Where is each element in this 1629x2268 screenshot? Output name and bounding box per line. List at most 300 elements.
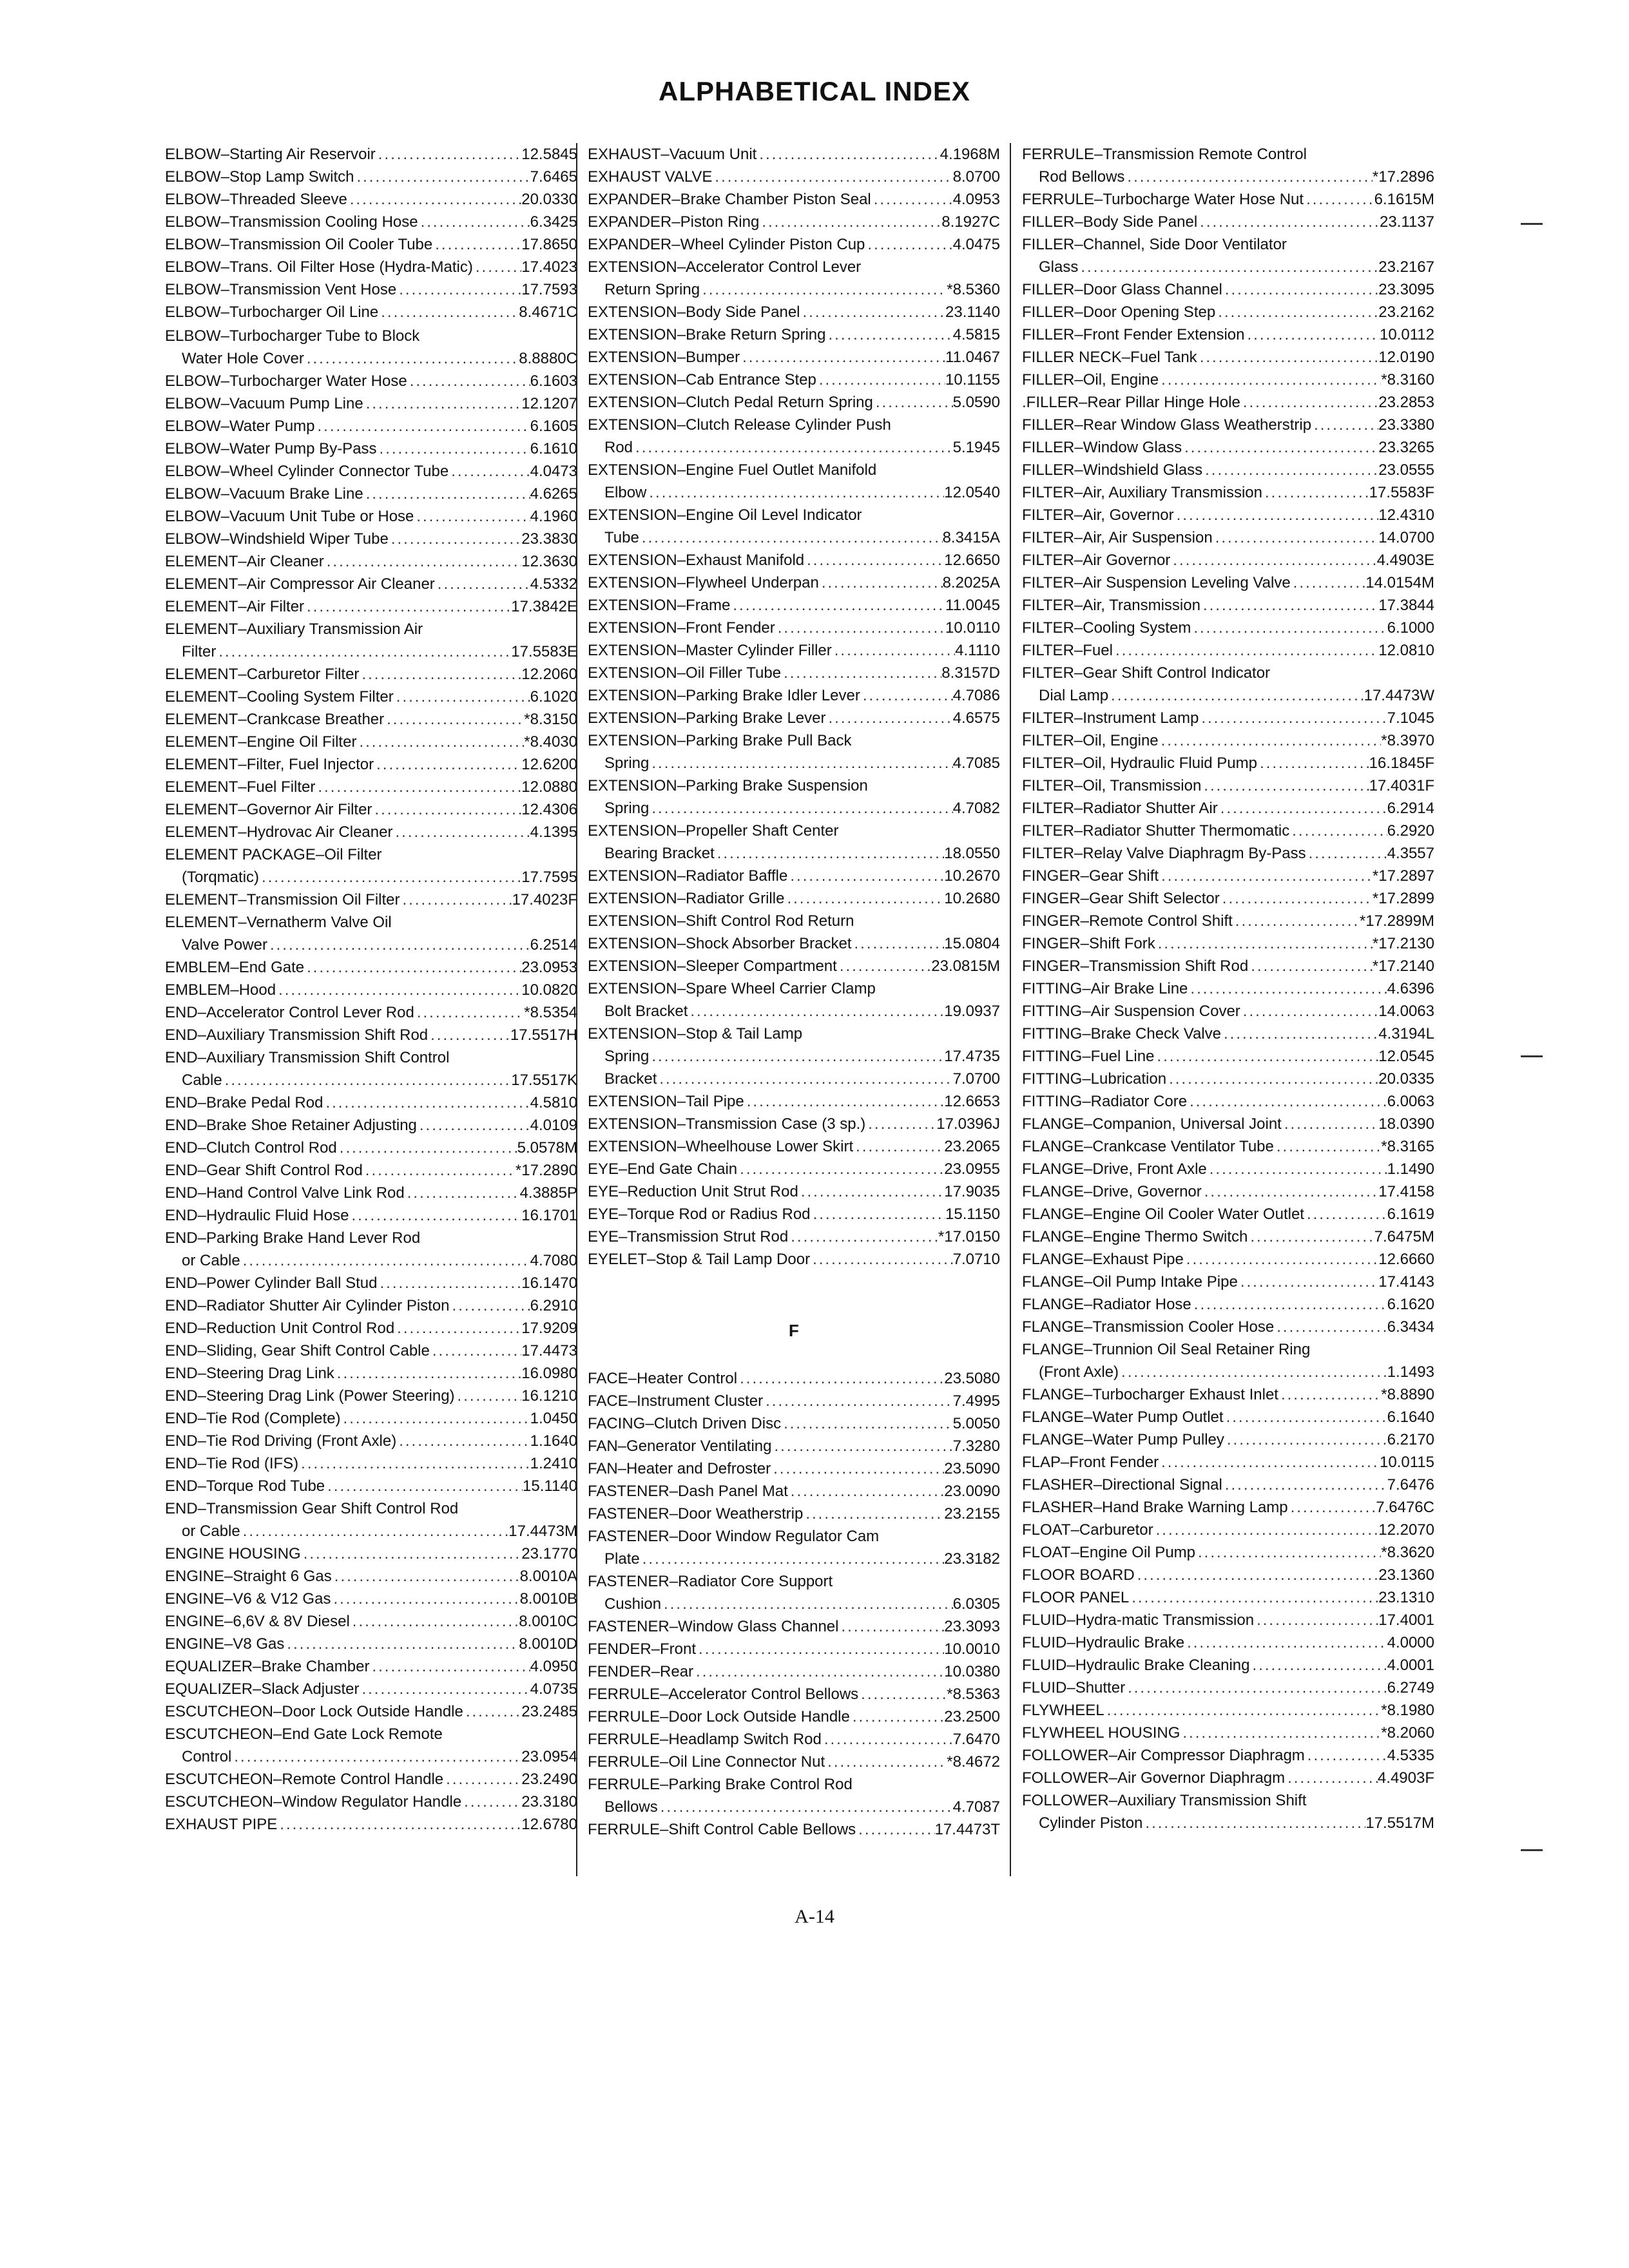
entry-term: FENDER–Rear <box>588 1663 694 1680</box>
entry-reference-number: *8.5360 <box>947 281 1000 298</box>
entry-term: FINGER–Gear Shift <box>1022 867 1159 885</box>
dot-leader <box>432 233 521 256</box>
entry-term: END–Tie Rod (IFS) <box>165 1455 299 1472</box>
dot-leader <box>633 436 953 459</box>
entry-term: ELEMENT–Carburetor Filter <box>165 666 360 683</box>
dot-leader <box>825 707 952 729</box>
index-entry <box>165 1700 577 1723</box>
entry-reference-number: 7.6470 <box>952 1731 1000 1748</box>
entry-term: END–Power Cylinder Ball Stud <box>165 1274 378 1292</box>
index-entry <box>588 1818 1000 1841</box>
entry-reference-number: 17.4473W <box>1364 687 1434 704</box>
index-entry <box>1022 1068 1434 1090</box>
index-entry <box>1022 729 1434 752</box>
index-entry <box>1022 301 1434 323</box>
entry-term: FILLER NECK–Fuel Tank <box>1022 349 1197 366</box>
index-entry <box>588 1135 1000 1158</box>
entry-term: FASTENER–Door Window Regulator Cam <box>588 1528 880 1545</box>
dot-leader <box>1240 391 1378 414</box>
entry-term: FLUID–Hydra-matic Transmission <box>1022 1611 1255 1629</box>
entry-term: FASTENER–Window Glass Channel <box>588 1618 839 1635</box>
entry-term: ELEMENT–Fuel Filter <box>165 778 316 796</box>
entry-reference-number: 17.5517K <box>511 1072 577 1089</box>
entry-term: .FILLER–Rear Pillar Hinge Hole <box>1022 394 1240 411</box>
dot-leader <box>832 639 955 662</box>
entry-term: EXTENSION–Radiator Baffle <box>588 867 788 885</box>
index-entry <box>165 278 577 301</box>
dot-leader <box>1113 639 1378 662</box>
index-entry <box>165 731 577 753</box>
entry-term: FILTER–Air, Governor <box>1022 506 1174 524</box>
index-entry <box>1022 323 1434 346</box>
entry-term: FILLER–Window Glass <box>1022 439 1182 456</box>
dot-leader <box>1119 1361 1387 1383</box>
dot-leader <box>1288 1496 1376 1519</box>
entry-reference-number: 4.7086 <box>952 687 1000 704</box>
entry-reference-number: 16.0980 <box>521 1365 577 1382</box>
index-entry <box>165 1633 577 1655</box>
index-entry <box>588 1480 1000 1503</box>
index-entry <box>165 1475 577 1497</box>
entry-term-continuation: Filter <box>182 643 217 660</box>
index-entry <box>588 910 1000 932</box>
index-entry <box>165 1655 577 1678</box>
index-entry <box>1022 1045 1434 1068</box>
index-entry <box>588 323 1000 346</box>
margin-mark <box>1521 1849 1543 1851</box>
index-entry <box>165 1114 577 1137</box>
index-entry <box>588 166 1000 188</box>
entry-reference-number: *8.5363 <box>947 1686 1000 1703</box>
entry-reference-number: 4.1968M <box>940 146 1000 163</box>
entry-reference-number: 23.0090 <box>944 1483 1000 1500</box>
entry-reference-number: 4.7080 <box>530 1252 577 1269</box>
entry-term: FILTER–Oil, Hydraulic Fluid Pump <box>1022 754 1257 772</box>
index-entry <box>165 415 577 437</box>
dot-leader <box>1174 504 1379 526</box>
margin-mark <box>1521 1055 1543 1057</box>
dot-leader <box>811 1203 945 1225</box>
dot-leader <box>304 956 521 979</box>
index-entry <box>588 887 1000 910</box>
index-entry <box>1022 887 1434 910</box>
entry-reference-number: 17.9209 <box>521 1320 577 1337</box>
dot-leader <box>417 1114 530 1137</box>
dot-leader <box>1304 188 1374 211</box>
dot-leader <box>1153 1519 1379 1541</box>
entry-reference-number: 4.7082 <box>952 800 1000 817</box>
entry-term: FILTER–Instrument Lamp <box>1022 709 1199 727</box>
index-entry <box>165 618 577 663</box>
entry-term-continuation: Elbow <box>604 484 647 501</box>
index-entry <box>588 1503 1000 1525</box>
dot-leader <box>1108 684 1364 707</box>
entry-term: EXTENSION–Shock Absorber Bracket <box>588 935 852 952</box>
entry-reference-number: 23.2500 <box>944 1708 1000 1725</box>
index-entry <box>1022 1767 1434 1789</box>
dot-leader <box>715 842 944 865</box>
index-entry <box>165 1813 577 1836</box>
index-entry <box>588 774 1000 820</box>
dot-leader <box>696 1638 944 1660</box>
entry-reference-number: 4.5810 <box>530 1094 577 1111</box>
entry-term: ELEMENT–Governor Air Filter <box>165 801 372 818</box>
entry-term: FILTER–Air, Air Suspension <box>1022 529 1213 546</box>
entry-term: END–Auxiliary Transmission Shift Rod <box>165 1026 429 1044</box>
index-entry <box>1022 1789 1434 1834</box>
dot-leader <box>240 1249 530 1272</box>
entry-term: ELBOW–Vacuum Brake Line <box>165 485 363 503</box>
entry-reference-number: *8.5354 <box>524 1004 577 1021</box>
dot-leader <box>837 955 931 977</box>
entry-reference-number: 16.1701 <box>521 1207 577 1224</box>
entry-reference-number: 17.7595 <box>521 869 577 886</box>
entry-reference-number: *8.3620 <box>1381 1544 1434 1561</box>
dot-leader <box>369 1655 530 1678</box>
dot-leader <box>1104 1699 1382 1722</box>
index-entry <box>1022 278 1434 301</box>
entry-term: END–Sliding, Gear Shift Control Cable <box>165 1342 430 1360</box>
index-entry <box>165 211 577 233</box>
entry-reference-number: *17.2897 <box>1372 867 1434 885</box>
entry-reference-number: 4.1395 <box>530 823 577 841</box>
entry-reference-number: 12.6200 <box>521 756 577 773</box>
entry-term: FLASHER–Directional Signal <box>1022 1476 1222 1494</box>
index-entry <box>588 414 1000 459</box>
entry-reference-number: 4.6396 <box>1387 980 1434 997</box>
dot-leader <box>356 731 524 753</box>
entry-reference-number: 6.2170 <box>1387 1431 1434 1448</box>
entry-term: FILLER–Body Side Panel <box>1022 213 1198 231</box>
dot-leader <box>800 301 946 323</box>
dot-leader <box>376 143 521 166</box>
entry-reference-number: 4.3194L <box>1378 1025 1434 1043</box>
entry-reference-number: 6.0063 <box>1387 1093 1434 1110</box>
index-entry <box>1022 1316 1434 1338</box>
dot-leader <box>640 1548 945 1570</box>
entry-reference-number: 23.2853 <box>1378 394 1434 411</box>
index-entry <box>165 1317 577 1340</box>
dot-leader <box>304 595 511 618</box>
entry-reference-number: 4.4903F <box>1377 1769 1434 1787</box>
entry-term: END–Steering Drag Link (Power Steering) <box>165 1387 455 1405</box>
entry-reference-number: 12.4306 <box>521 801 577 818</box>
index-entry <box>588 188 1000 211</box>
entry-term: ELEMENT–Air Compressor Air Cleaner <box>165 575 435 593</box>
index-entry <box>588 572 1000 594</box>
entry-term: FAN–Heater and Defroster <box>588 1460 771 1477</box>
dot-leader <box>341 1407 530 1430</box>
index-entry <box>1022 1135 1434 1158</box>
dot-leader <box>763 1390 952 1412</box>
dot-leader <box>332 1565 520 1588</box>
entry-term-continuation: Cushion <box>604 1595 662 1613</box>
dot-leader <box>775 617 945 639</box>
entry-term: ENGINE–V6 & V12 Gas <box>165 1590 331 1608</box>
index-entry <box>1022 549 1434 572</box>
dot-leader <box>1159 369 1381 391</box>
dot-leader <box>1191 617 1387 639</box>
entry-term-continuation: (Torqmatic) <box>182 869 260 886</box>
index-entry <box>1022 1541 1434 1564</box>
dot-leader <box>657 1068 952 1090</box>
entry-reference-number: 6.2920 <box>1387 822 1434 840</box>
dot-leader <box>788 1480 944 1503</box>
entry-term: FACE–Heater Control <box>588 1370 738 1387</box>
entry-term: FLANGE–Oil Pump Intake Pipe <box>1022 1273 1238 1291</box>
index-entry <box>1022 1000 1434 1023</box>
dot-leader <box>337 1137 517 1159</box>
entry-reference-number: 23.2155 <box>944 1505 1000 1523</box>
entry-term: EXTENSION–Frame <box>588 597 731 614</box>
index-entry <box>165 1565 577 1588</box>
dot-leader <box>414 1001 524 1024</box>
entry-reference-number: 17.4143 <box>1378 1273 1434 1291</box>
index-entry <box>1022 1225 1434 1248</box>
entry-term: EXTENSION–Clutch Pedal Return Spring <box>588 394 873 411</box>
index-column-3 <box>1022 143 1434 1876</box>
index-entry <box>165 1159 577 1182</box>
dot-leader <box>396 1430 530 1452</box>
index-entry <box>165 1272 577 1294</box>
entry-term: FLYWHEEL HOUSING <box>1022 1724 1181 1742</box>
entry-reference-number: *17.2899M <box>1359 912 1434 930</box>
dot-leader <box>822 1728 953 1751</box>
dot-leader <box>639 526 943 549</box>
entry-reference-number: 12.3630 <box>521 553 577 570</box>
section-letter: F <box>789 1321 799 1340</box>
index-entry <box>1022 143 1434 188</box>
column-divider <box>1010 143 1011 1876</box>
entry-term: EXTENSION–Wheelhouse Lower Skirt <box>588 1138 854 1155</box>
dot-leader <box>1200 594 1378 617</box>
entry-term: EXTENSION–Propeller Shaft Center <box>588 822 839 840</box>
entry-reference-number: 4.1960 <box>530 508 577 525</box>
index-entry <box>165 1340 577 1362</box>
index-entry <box>1022 1158 1434 1180</box>
dot-leader <box>394 1317 521 1340</box>
index-entry <box>1022 594 1434 617</box>
entry-reference-number: *8.3165 <box>1381 1138 1434 1155</box>
dot-leader <box>649 1045 944 1068</box>
dot-leader <box>259 866 521 889</box>
entry-term: FITTING–Brake Check Valve <box>1022 1025 1221 1043</box>
entry-reference-number: *8.3150 <box>524 711 577 728</box>
index-entry <box>165 1791 577 1813</box>
entry-reference-number: 10.0380 <box>944 1663 1000 1680</box>
index-entry <box>165 595 577 618</box>
entry-term: FILTER–Cooling System <box>1022 619 1191 637</box>
entry-reference-number: 6.3425 <box>530 213 577 231</box>
entry-term: ELBOW–Turbocharger Tube to Block <box>165 327 420 345</box>
entry-reference-number: 8.4671C <box>519 303 577 321</box>
entry-reference-number: 6.2749 <box>1387 1679 1434 1696</box>
dot-leader <box>1222 1474 1387 1496</box>
entry-term: FLANGE–Engine Thermo Switch <box>1022 1228 1248 1245</box>
dot-leader <box>324 550 521 573</box>
index-entry <box>588 1068 1000 1090</box>
dot-leader <box>1306 842 1387 865</box>
entry-term: FLANGE–Engine Oil Cooler Water Outlet <box>1022 1206 1304 1223</box>
dot-leader <box>1220 887 1373 910</box>
entry-reference-number: 8.0010A <box>519 1568 577 1585</box>
entry-term: EXTENSION–Exhaust Manifold <box>588 552 805 569</box>
entry-term: END–Tie Rod (Complete) <box>165 1410 341 1427</box>
index-entry <box>1022 842 1434 865</box>
entry-term: ELBOW–Threaded Sleeve <box>165 191 347 208</box>
entry-reference-number: 8.2025A <box>942 574 1000 591</box>
dot-leader <box>798 1180 944 1203</box>
entry-reference-number: 7.6476 <box>1387 1476 1434 1494</box>
index-entry <box>1022 211 1434 233</box>
entry-reference-number: *17.2890 <box>515 1162 577 1179</box>
dot-leader <box>737 1367 944 1390</box>
entry-term: FLUID–Hydraulic Brake Cleaning <box>1022 1657 1250 1674</box>
entry-reference-number: *8.4030 <box>524 733 577 751</box>
entry-reference-number: 7.6476C <box>1376 1499 1434 1516</box>
entry-reference-number: 7.0700 <box>952 1070 1000 1088</box>
entry-reference-number: 4.6575 <box>952 709 1000 727</box>
entry-term-continuation: Cable <box>182 1072 222 1089</box>
dot-leader <box>1180 1722 1381 1744</box>
dot-leader <box>354 166 530 188</box>
entry-reference-number: 12.0810 <box>1378 642 1434 659</box>
entry-reference-number: 10.0820 <box>521 981 577 999</box>
entry-term: FERRULE–Accelerator Control Bellows <box>588 1686 859 1703</box>
index-entry <box>165 686 577 708</box>
entry-reference-number: 17.9035 <box>944 1183 1000 1200</box>
index-entry <box>1022 233 1434 278</box>
entry-term: FLOAT–Engine Oil Pump <box>1022 1544 1196 1561</box>
dot-leader <box>787 865 944 887</box>
entry-reference-number: 8.3415A <box>942 529 1000 546</box>
dot-leader <box>315 776 521 798</box>
dot-leader <box>649 797 952 820</box>
entry-reference-number: 8.0010B <box>519 1590 577 1608</box>
index-entry <box>1022 1677 1434 1699</box>
entry-reference-number: 6.1020 <box>530 688 577 706</box>
entry-term: FLANGE–Drive, Front Axle <box>1022 1160 1207 1178</box>
dot-leader <box>1188 977 1387 1000</box>
entry-term: ESCUTCHEON–End Gate Lock Remote <box>165 1725 443 1743</box>
index-entry <box>588 504 1000 549</box>
entry-term-continuation: Valve Power <box>182 936 267 954</box>
entry-reference-number: 17.5583E <box>511 643 577 660</box>
index-entry <box>588 211 1000 233</box>
entry-reference-number: 4.0953 <box>952 191 1000 208</box>
index-entry <box>1022 188 1434 211</box>
entry-term: FILTER–Radiator Shutter Air <box>1022 800 1218 817</box>
index-entry <box>588 1615 1000 1638</box>
index-entry <box>588 346 1000 369</box>
dot-leader <box>350 1610 519 1633</box>
entry-reference-number: 4.0950 <box>530 1658 577 1675</box>
entry-term: ELEMENT–Cooling System Filter <box>165 688 394 706</box>
index-entry <box>588 1570 1000 1615</box>
entry-term: FILTER–Air Governor <box>1022 552 1171 569</box>
dot-leader <box>852 932 945 955</box>
index-entry <box>1022 481 1434 504</box>
dot-leader <box>771 1457 944 1480</box>
index-entry <box>588 617 1000 639</box>
entry-reference-number: 1.0450 <box>530 1410 577 1427</box>
entry-reference-number: 7.3280 <box>952 1437 1000 1455</box>
entry-term: EXTENSION–Flywheel Underpan <box>588 574 819 591</box>
index-entry <box>588 865 1000 887</box>
dot-leader <box>658 1796 953 1818</box>
index-entry <box>1022 1271 1434 1293</box>
index-entry <box>588 1525 1000 1570</box>
dot-leader <box>1213 526 1379 549</box>
dot-leader <box>407 370 530 392</box>
dot-leader <box>304 347 519 370</box>
entry-reference-number: 23.2485 <box>521 1703 577 1720</box>
entry-term: FLANGE–Water Pump Pulley <box>1022 1431 1224 1448</box>
index-entry <box>1022 504 1434 526</box>
index-entry <box>588 1683 1000 1706</box>
dot-leader <box>1240 1000 1378 1023</box>
index-entry <box>165 437 577 460</box>
index-entry <box>1022 1496 1434 1519</box>
index-entry <box>1022 639 1434 662</box>
entry-term: FLYWHEEL <box>1022 1702 1104 1719</box>
index-entry <box>165 1497 577 1542</box>
entry-term: EQUALIZER–Brake Chamber <box>165 1658 370 1675</box>
index-entry <box>588 369 1000 391</box>
entry-reference-number: 17.4001 <box>1378 1611 1434 1629</box>
dot-leader <box>1238 1271 1378 1293</box>
entry-reference-number: 12.4310 <box>1378 506 1434 524</box>
dot-leader <box>1159 1451 1380 1474</box>
entry-reference-number: 10.0110 <box>945 619 1000 637</box>
dot-leader <box>1199 707 1387 729</box>
entry-term: FERRULE–Turbocharge Water Hose Nut <box>1022 191 1304 208</box>
entry-reference-number: 8.8880C <box>519 350 577 367</box>
entry-reference-number: 23.5080 <box>944 1370 1000 1387</box>
entry-term: END–Reduction Unit Control Rod <box>165 1320 395 1337</box>
dot-leader <box>363 1159 516 1182</box>
entry-reference-number: 5.1945 <box>952 439 1000 456</box>
dot-leader <box>301 1542 522 1565</box>
entry-reference-number: 17.4473 <box>521 1342 577 1360</box>
entry-term-continuation: Spring <box>604 1048 650 1065</box>
entry-reference-number: 4.5332 <box>530 575 577 593</box>
index-entry <box>588 1180 1000 1203</box>
index-entry <box>1022 391 1434 414</box>
entry-term: EXTENSION–Radiator Grille <box>588 890 785 907</box>
dot-leader <box>740 346 945 369</box>
entry-term-continuation: Dial Lamp <box>1039 687 1109 704</box>
index-entry <box>165 1723 577 1768</box>
entry-term: FILTER–Fuel <box>1022 642 1113 659</box>
index-entry <box>588 1158 1000 1180</box>
entry-reference-number: *17.2896 <box>1372 168 1434 186</box>
page-title: ALPHABETICAL INDEX <box>659 76 970 106</box>
entry-term: ELBOW–Stop Lamp Switch <box>165 168 354 186</box>
entry-term: ENGINE–6,6V & 8V Diesel <box>165 1613 350 1630</box>
entry-reference-number: 17.5517M <box>1365 1814 1434 1832</box>
dot-leader <box>334 1362 521 1385</box>
dot-leader <box>804 549 944 572</box>
dot-leader <box>781 662 941 684</box>
entry-term: ELEMENT–Engine Oil Filter <box>165 733 357 751</box>
index-entry <box>1022 1023 1434 1045</box>
index-entry <box>1022 572 1434 594</box>
dot-leader <box>392 821 530 843</box>
index-entry <box>1022 820 1434 842</box>
entry-reference-number: 8.1927C <box>941 213 1000 231</box>
dot-leader <box>744 1090 944 1113</box>
